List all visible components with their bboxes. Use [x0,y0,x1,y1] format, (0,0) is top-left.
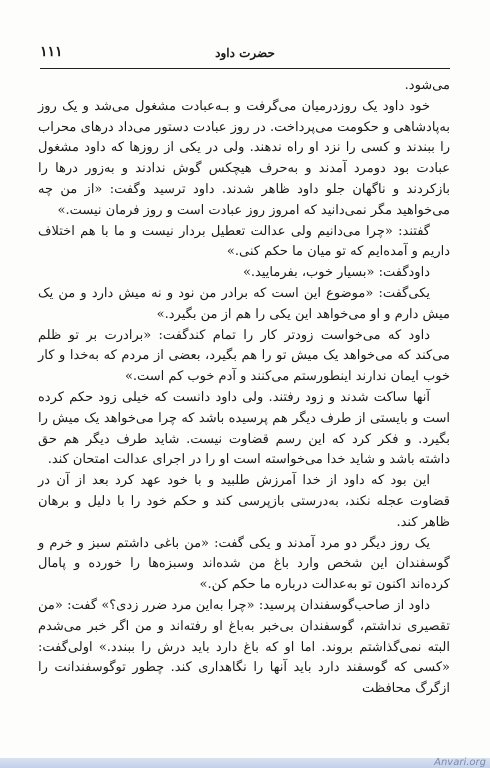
bottom-bar [0,758,490,768]
paragraph: می‌شود. [404,78,450,93]
paragraph: یکی‌گفت: «موضوع این است که برادر من نود و نه میش دارد و من یک میش دارم و او می‌خواهد این یکی را هم از من بگیرد.» [38,285,450,322]
running-header [40,44,450,66]
paragraph: این بود که داود از خدا آمرزش طلبید و با خود عهد کرد بعد از آن در قضاوت عجله نکند، به‌درستی بازپرسی کند و حکم خود را با دلیل و برهان ظاهر کند. [38,473,450,530]
paragraph: یک روز دیگر دو مرد آمدند و یکی گفت: «من باغی داشتم سبز و خرم و گوسفندان این شخص وارد باغ من شده‌اند وسبزه‌ها را خورده و پامال کرده‌اند اکنون تو به‌عدالت درباره ما حکم کن.» [38,535,450,593]
paragraph: داود از صاحب‌گوسفندان پرسید: «چرا به‌این مرد ضرر زدی؟» گفت: «من تقصیری نداشتم، گوسفندان بی‌خبر به‌باغ او رفته‌اند و من اگر خبر می‌شدم البته نمی‌گذاشتم بروند. اما او که باغ دارد باید درش را ببندد.» اولی‌گفت: «کسی که گوسفند دارد باید آنها را نگاهداری کند. چطور توگوسفندانت را ازگرگ محافظت [38,597,450,697]
page-body [38,76,450,700]
paragraph: داود که می‌خواست زودتر کار را تمام کندگفت: «برادرت بر تو ظلم می‌کند که می‌خواهد یک میش تو را هم بگیرد، بعضی از مردم که به‌خدا و کار خوب ایمان ندارند اینطورستم می‌کنند و آدم خوب کم است.» [38,327,450,385]
page-number: ۱۱۱ [40,44,63,60]
paragraph: خود داود یک روزدرمیان ‌می‌گرفت و بـه‌عبادت مشغول می‌شد و یک روز به‌پادشاهی و حکومت می‌پرداخت. در روز عبادت دستور می‌داد درهای محراب را ببندند و کسی را نزد او راه ندهند. ولی در یکی از روزها که داود مشغول عبادت بود دومرد آمدند و به‌حرف هیچکس گوش ندادند و به‌زور درها را بازکردند و ناگهان جلو داود ظاهر شدند. داود ترسید وگفت: «از من چه می‌خواهید مگر نمی‌دانید که امروز روز عبادت است و روز فرمان نیست.» [38,98,450,218]
header-rule [40,68,450,69]
paragraph: گفتند: «چرا می‌دانیم ولی عدالت تعطیل بردار نیست و ما با هم اختلاف داریم و آمده‌ایم که تو میان ما حکم کنی.» [38,223,450,260]
watermark: Anvari.org [434,757,486,768]
paragraph: داودگفت: «بسیار خوب، بفرمایید.» [242,265,430,281]
paragraph: آنها ساکت شدند و زود رفتند. ولی داود دانست که خیلی زود حکم کرده است و بایستی از طرف دیگر هم پرسیده باشد که چرا می‌خواهد یک میش را بگیرد. و فکر کرد که این رسم قضاوت نیست. شاید طرف دیگر هم حق داشته باشد و شاید خدا می‌خواسته است او را در اجرای عدالت امتحان کند. [38,389,450,468]
chapter-title: حضرت داود [215,46,275,60]
